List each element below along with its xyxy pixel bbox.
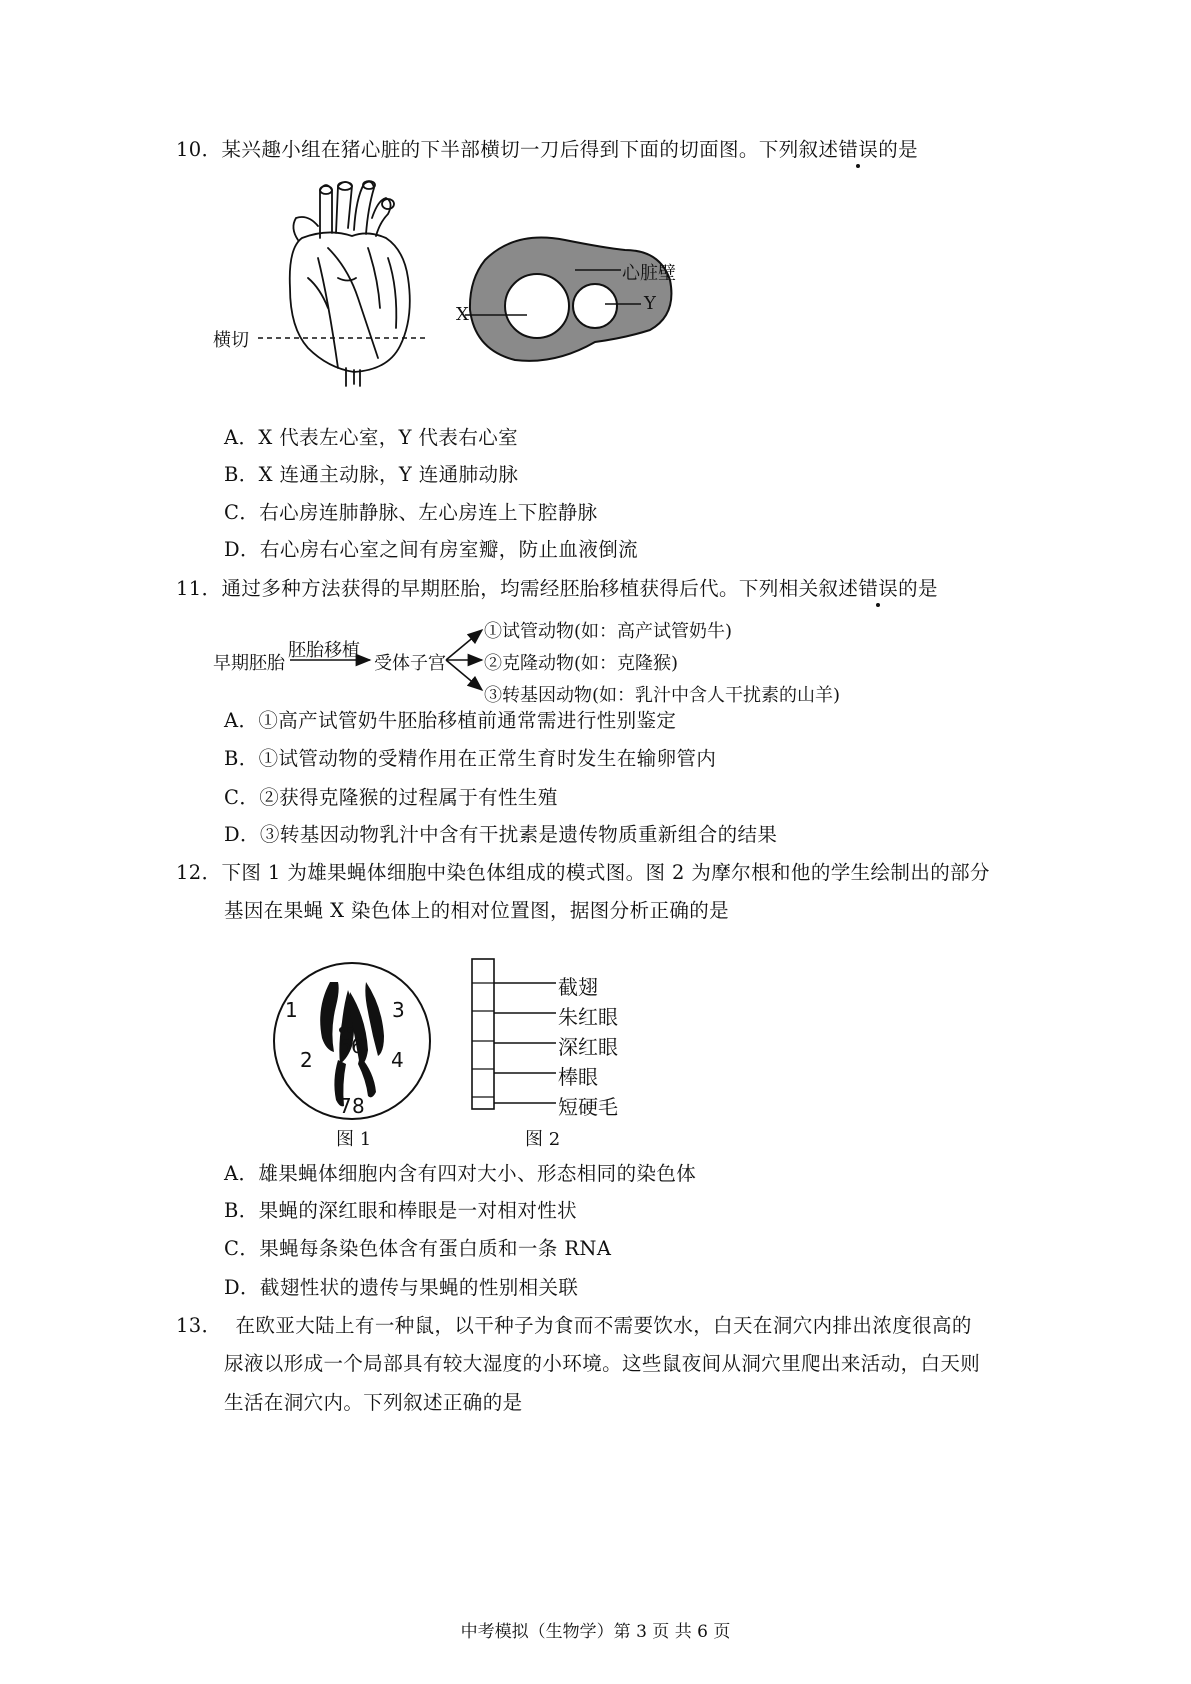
q10-stem-end: 的是 (878, 138, 919, 161)
flow-start: 早期胚胎 (213, 653, 285, 674)
y-label: Y (644, 293, 656, 314)
q12-option-b: B．果蝇的深红眼和棒眼是一对相对性状 (224, 1199, 578, 1222)
q10-stem-text: 某兴趣小组在猪心脏的下半部横切一刀后得到下面的切面图。下列叙述 (221, 138, 839, 161)
q11-stem-text: 通过多种方法获得的早期胚胎，均需经胚胎移植获得后代。下列相关叙述 (221, 577, 859, 600)
gene-label-1: 截翅 (558, 975, 598, 999)
chromosome-label-4: 4 (391, 1048, 404, 1072)
fig2-caption: 图 2 (525, 1129, 561, 1150)
fig1-caption: 图 1 (336, 1129, 372, 1150)
gene-label-5: 短硬毛 (558, 1095, 618, 1119)
q10-number: 10． (176, 138, 222, 161)
q10-option-c: C．右心房连肺静脉、左心房连上下腔静脉 (224, 501, 598, 524)
gene-label-2: 朱红眼 (558, 1005, 618, 1029)
x-label: X (456, 304, 469, 325)
q11-stem-end: 的是 (898, 577, 938, 600)
q10-option-d: D．右心房右心室之间有房室瓣，防止血液倒流 (224, 538, 639, 561)
chromosome-label-7: 7 (339, 1094, 352, 1118)
gene-label-4: 棒眼 (558, 1065, 598, 1089)
q11-option-d: D．③转基因动物乳汁中含有干扰素是遗传物质重新组合的结果 (224, 823, 778, 846)
q11-stem-emphasis: 错误 (858, 577, 899, 600)
q11-number: 11． (176, 577, 222, 600)
q12-stem-line2: 基因在果蝇 X 染色体上的相对位置图，据图分析正确的是 (224, 899, 730, 922)
chromosome-label-3: 3 (392, 998, 405, 1022)
q12-option-d: D．截翅性状的遗传与果蝇的性别相关联 (224, 1276, 579, 1299)
heart-wall-label: 心脏壁 (622, 263, 676, 284)
q11-option-c: C．②获得克隆猴的过程属于有性生殖 (224, 786, 558, 809)
q11-option-a: A．①高产试管奶牛胚胎移植前通常需进行性别鉴定 (224, 709, 677, 732)
q12-number: 12． (176, 861, 222, 884)
flow-branch-3: ③转基因动物(如：乳汁中含人干扰素的山羊) (484, 685, 841, 706)
cut-label: 横切 (213, 330, 249, 351)
chromosome-label-2: 2 (300, 1048, 313, 1072)
q13-stem-line2: 尿液以形成一个局部具有较大湿度的小环境。这些鼠夜间从洞穴里爬出来活动，白天则 (224, 1352, 981, 1375)
q13-stem-text-1: 在欧亚大陆上有一种鼠，以干种子为食而不需要饮水，白天在洞穴内排出浓度很高的 (235, 1314, 972, 1337)
chromosome-label-5: 5 (339, 1034, 352, 1058)
q12-option-a: A．雄果蝇体细胞内含有四对大小、形态相同的染色体 (224, 1162, 697, 1185)
flow-middle: 受体子宫 (374, 653, 446, 674)
q13-stem-line1 (176, 1313, 972, 1339)
q12-stem-line1 (176, 860, 990, 886)
flow-branch-2: ②克隆动物(如：克隆猴) (484, 653, 679, 674)
q11-option-b: B．①试管动物的受精作用在正常生育时发生在输卵管内 (224, 747, 717, 770)
q10-option-a: A．X 代表左心室，Y 代表右心室 (224, 426, 519, 449)
q10-stem-emphasis: 错误 (838, 138, 879, 161)
q10-option-b: B．X 连通主动脉，Y 连通肺动脉 (224, 463, 519, 486)
q12-stem-text-1: 下图 1 为雄果蝇体细胞中染色体组成的模式图。图 2 为摩尔根和他的学生绘制出的部分 (221, 861, 990, 884)
flow-arrow-label: 胚胎移植 (288, 640, 360, 661)
gene-map (470, 957, 570, 1119)
chromosome-label-1: 1 (285, 998, 298, 1022)
flow-arrows (0, 0, 1191, 800)
chromosome-label-6: 6 (351, 1034, 364, 1058)
chromosome-label-8: 8 (352, 1094, 365, 1118)
q13-stem-line3: 生活在洞穴内。下列叙述正确的是 (224, 1391, 523, 1414)
page-footer: 中考模拟（生物学）第 3 页 共 6 页 (460, 1622, 731, 1642)
q12-option-c: C．果蝇每条染色体含有蛋白质和一条 RNA (224, 1237, 612, 1260)
q13-number: 13． (176, 1314, 222, 1337)
gene-label-3: 深红眼 (558, 1035, 618, 1059)
flow-branch-1: ①试管动物(如：高产试管奶牛) (484, 621, 733, 642)
